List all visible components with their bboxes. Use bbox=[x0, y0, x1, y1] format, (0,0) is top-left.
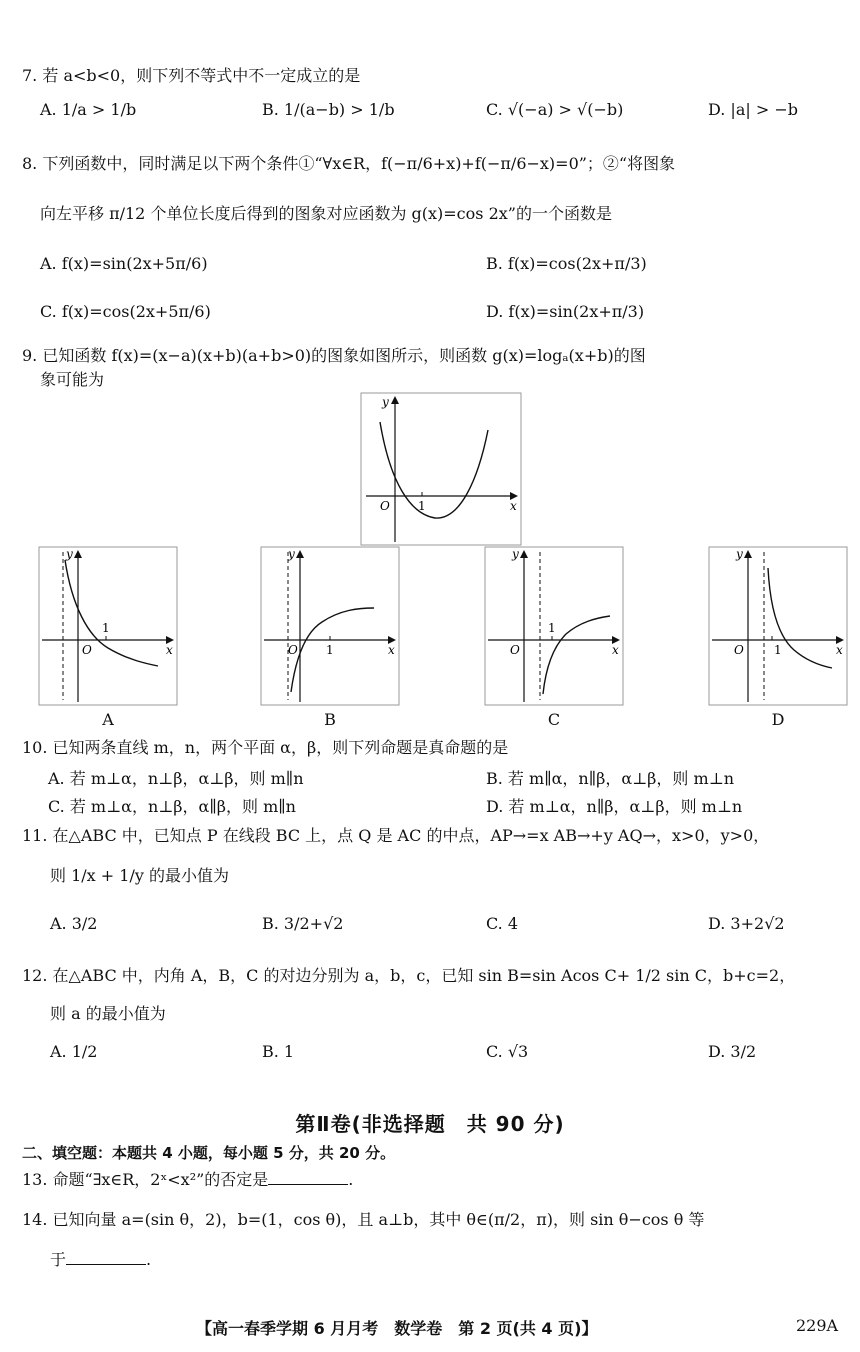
q8-option-d: D. f(x)=sin(2x+π/3) bbox=[486, 302, 645, 321]
q9-caption-d: D bbox=[771, 710, 785, 729]
fill-in-heading: 二、填空题：本题共 4 小题，每小题 5 分，共 20 分。 bbox=[22, 1144, 396, 1162]
q8-stem-line1: 8. 下列函数中，同时满足以下两个条件①“∀x∈R，f(−π/6+x)+f(−π/6−x)=0”；②“将图象 bbox=[22, 154, 676, 173]
q12-stem-line1: 12. 在△ABC 中，内角 A，B，C 的对边分别为 a，b，c，已知 sin B=sin Acos C+ 1/2 sin C，b+c=2， bbox=[22, 966, 796, 985]
q12-option-b: B. 1 bbox=[262, 1042, 295, 1061]
q10-option-c: C. 若 m⊥α，n⊥β，α∥β，则 m∥n bbox=[48, 797, 296, 816]
q9-c-x-label: x bbox=[612, 643, 619, 657]
q7-option-c: C. √(−a) > √(−b) bbox=[486, 100, 624, 119]
q9-c-origin: O bbox=[510, 643, 520, 657]
q11-stem-line1: 11. 在△ABC 中，已知点 P 在线段 BC 上，点 Q 是 AC 的中点，AP→=x AB→+y AQ→，x>0，y>0， bbox=[22, 826, 770, 845]
q11-option-a: A. 3/2 bbox=[50, 914, 98, 933]
q9-b-x-label: x bbox=[388, 643, 395, 657]
q12-option-d: D. 3/2 bbox=[708, 1042, 757, 1061]
q9-main-graph bbox=[360, 392, 522, 546]
paper-code: 229A bbox=[796, 1316, 839, 1335]
q7-option-a: A. 1/a > 1/b bbox=[40, 100, 137, 119]
q9-a-y-label: y bbox=[66, 547, 73, 561]
q9-a-origin: O bbox=[82, 643, 92, 657]
q9-d-origin: O bbox=[734, 643, 744, 657]
q7-option-d: D. |a| > −b bbox=[708, 100, 798, 119]
q9-b-origin: O bbox=[288, 643, 298, 657]
q9-b-one: 1 bbox=[326, 643, 334, 657]
q9-stem-line1: 9. 已知函数 f(x)=(x−a)(x+b)(a+b>0)的图象如图所示，则函数 g(x)=logₐ(x+b)的图 bbox=[22, 346, 646, 365]
q9-caption-a: A bbox=[102, 710, 114, 729]
q14-stem-line2: 于 bbox=[50, 1250, 67, 1269]
page-footer: 【高一春季学期 6 月月考 数学卷 第 2 页(共 4 页)】 bbox=[196, 1319, 598, 1338]
q10-option-d: D. 若 m⊥α，n∥β，α⊥β，则 m⊥n bbox=[486, 797, 743, 816]
q9-b-y-label: y bbox=[288, 547, 295, 561]
q7-stem: 7. 若 a<b<0，则下列不等式中不一定成立的是 bbox=[22, 66, 361, 85]
q9-d-x-label: x bbox=[836, 643, 843, 657]
q9-graph-a bbox=[38, 546, 178, 706]
q9-caption-b: B bbox=[324, 710, 336, 729]
q8-option-c: C. f(x)=cos(2x+5π/6) bbox=[40, 302, 211, 321]
q9-main-origin: O bbox=[380, 499, 390, 513]
q9-graph-d bbox=[708, 546, 848, 706]
q9-stem-line2: 象可能为 bbox=[40, 370, 105, 389]
q12-stem-line2: 则 a 的最小值为 bbox=[50, 1004, 166, 1023]
q14-line2: 于 . bbox=[50, 1250, 152, 1269]
q9-graph-b bbox=[260, 546, 400, 706]
q9-a-x-label: x bbox=[166, 643, 173, 657]
q9-main-y-label: y bbox=[382, 395, 389, 409]
section-title: 第Ⅱ卷(非选择题 共 90 分) bbox=[295, 1112, 565, 1136]
q8-stem-line2: 向左平移 π/12 个单位长度后得到的图象对应函数为 g(x)=cos 2x”的一个函数是 bbox=[40, 204, 612, 223]
q12-option-a: A. 1/2 bbox=[50, 1042, 98, 1061]
q12-option-c: C. √3 bbox=[486, 1042, 529, 1061]
q14-answer-blank[interactable] bbox=[66, 1250, 146, 1265]
q13-line: 13. 命题“∃x∈R，2ˣ<x²”的否定是 . bbox=[22, 1170, 354, 1189]
q10-stem: 10. 已知两条直线 m，n，两个平面 α，β，则下列命题是真命题的是 bbox=[22, 738, 509, 757]
q9-main-one: 1 bbox=[418, 499, 426, 513]
q9-c-y-label: y bbox=[512, 547, 519, 561]
q9-d-y-label: y bbox=[736, 547, 743, 561]
q11-option-b: B. 3/2+√2 bbox=[262, 914, 344, 933]
q11-option-c: C. 4 bbox=[486, 914, 519, 933]
q9-caption-c: C bbox=[547, 710, 561, 729]
q9-c-one: 1 bbox=[548, 621, 556, 635]
q9-d-one: 1 bbox=[774, 643, 782, 657]
q9-graph-c bbox=[484, 546, 624, 706]
q9-main-x-label: x bbox=[510, 499, 517, 513]
q8-option-b: B. f(x)=cos(2x+π/3) bbox=[486, 254, 647, 273]
q14-stem-line1: 14. 已知向量 a=(sin θ，2)，b=(1，cos θ)，且 a⊥b，其中 θ∈(π/2，π)，则 sin θ−cos θ 等 bbox=[22, 1210, 705, 1229]
q13-answer-blank[interactable] bbox=[268, 1170, 348, 1185]
q7-option-b: B. 1/(a−b) > 1/b bbox=[262, 100, 395, 119]
q13-stem: 13. 命题“∃x∈R，2ˣ<x²”的否定是 bbox=[22, 1170, 269, 1189]
q11-stem-line2: 则 1/x + 1/y 的最小值为 bbox=[50, 866, 229, 885]
q8-option-a: A. f(x)=sin(2x+5π/6) bbox=[40, 254, 208, 273]
q10-option-b: B. 若 m∥α，n∥β，α⊥β，则 m⊥n bbox=[486, 769, 735, 788]
q11-option-d: D. 3+2√2 bbox=[708, 914, 785, 933]
q9-a-one: 1 bbox=[102, 621, 110, 635]
q10-option-a: A. 若 m⊥α，n⊥β，α⊥β，则 m∥n bbox=[48, 769, 304, 788]
